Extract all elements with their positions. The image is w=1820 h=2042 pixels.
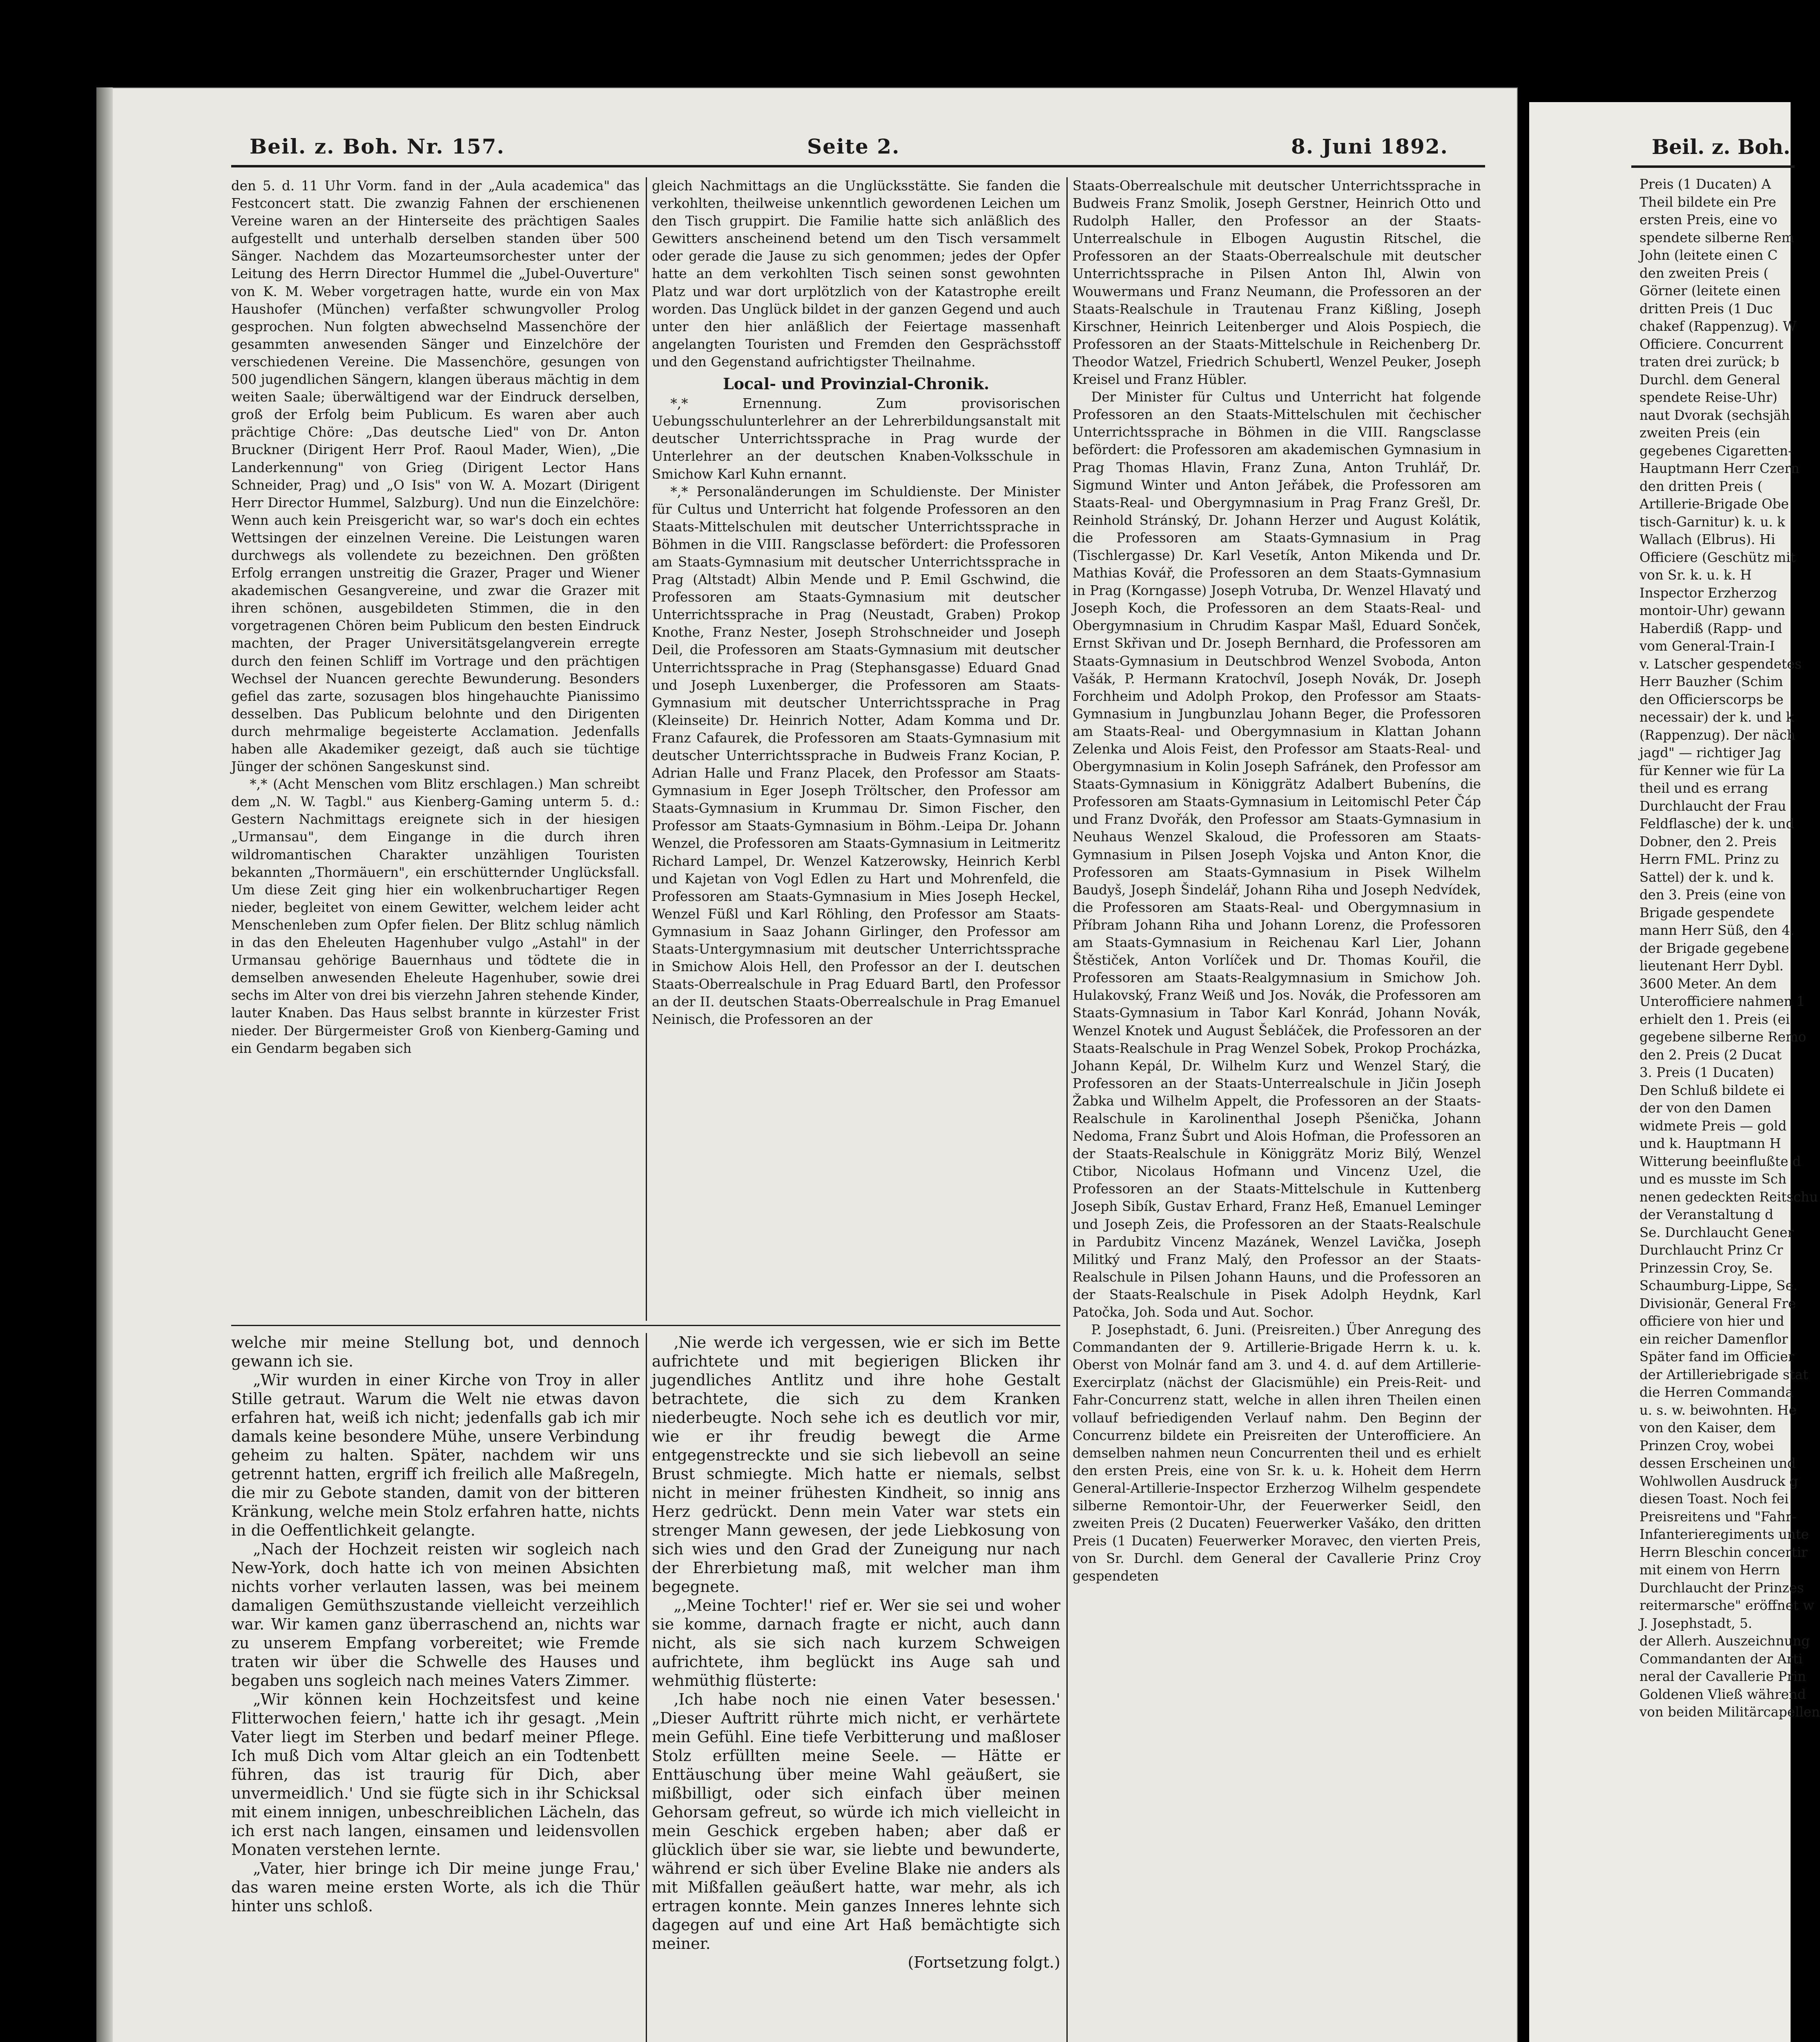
adjacent-line: Artillerie-Brigade Obe [1639, 496, 1789, 512]
adjacent-line: Divisionär, General Fre [1639, 1295, 1796, 1311]
serial-paragraph: ‚Nie werde ich vergessen, wie er sich im Bette aufrichtete und mit begierigen Blicken ihr jugendliches Antlitz und ihre hohe Gestalt betrachtete, die sich zu dem Kranken niederbeugte. Noch sehe ich es deutlich vor mir, wie er ihr freudig bewegt die Arme entgegenstreckte und sie sich liebevoll an seine Brust schmiegte. Mich hatte er niemals, selbst nicht in meiner frühesten Kindheit, so innig ans Herz gedrückt. Denn mein Vater war stets ein strenger Mann gewesen, der jede Liebkosung von sich wies und den Grad der Zuneigung nur nach der Ehrerbietung maß, mit welcher man ihm begegnete. [652, 1333, 1060, 1596]
column-1 [231, 177, 640, 1323]
adjacent-line: Officiere. Concurrent [1639, 336, 1784, 352]
adjacent-line: den Officierscorps be [1639, 691, 1784, 707]
column-divider [1066, 177, 1068, 2042]
serial-paragraph: „Vater, hier bringe ich Dir meine junge Frau,' das waren meine ersten Worte, als ich die Thür hinter uns schloß. [231, 1859, 640, 1915]
adjacent-line: Infanterieregiments unte [1639, 1527, 1809, 1542]
adjacent-line: John (leitete einen C [1639, 247, 1778, 263]
adjacent-line: Feldflasche) der k. und [1639, 816, 1795, 832]
adjacent-line: Se. Durchlaucht Gener [1639, 1224, 1794, 1240]
adjacent-line: naut Dvorak (sechsjäh [1639, 407, 1790, 423]
adjacent-line: v. Latscher gespendetes [1639, 656, 1802, 672]
adjacent-line: 3600 Meter. An dem [1639, 976, 1777, 992]
adjacent-line: officiere von hier und [1639, 1313, 1784, 1329]
serial-paragraph: ‚Ich habe noch nie einen Vater besessen.' „Dieser Auftritt rührte mich nicht, er verhärtete mein Gefühl. Eine tiefe Verbitterung und maßloser Stolz erfüllten meine Seele. — Hätte er Enttäuschung über meine Wahl geäußert, sie mißbilligt, oder sich einfach über meinen Gehorsam gefreut, so würde ich mich vielleicht in mein Geschick ergeben haben; aber daß er glücklich über sie war, sie liebte und bewunderte, während er sich über Eveline Blake nie anders als mit Mißfallen geäußert hatte, war mehr, als ich ertragen konnte. Mein ganzes Inneres lehnte sich dagegen auf und eine Art Haß bemächtigte sich meiner. [652, 1690, 1060, 1953]
adjacent-line: Herrn Bleschin concertir [1639, 1544, 1808, 1560]
adjacent-line: Durchlaucht der Prinzes [1639, 1580, 1804, 1596]
adjacent-line: lieutenant Herr Dybl. [1639, 958, 1784, 974]
adjacent-line: gegebene silberne Remo [1639, 1029, 1807, 1045]
column-3 [1073, 177, 1481, 2042]
serial-column-right [652, 1333, 1060, 2042]
adjacent-line: Görner (leitete einen [1639, 283, 1781, 299]
adjacent-line: tisch-Garnitur) k. u. k [1639, 514, 1785, 530]
adjacent-line: Durchlaucht Prinz Cr [1639, 1242, 1783, 1258]
adjacent-line: der Allerh. Auszeichnung [1639, 1633, 1810, 1649]
adjacent-line: (Rappenzug). Der näch [1639, 727, 1795, 743]
article-ernennung: *,* Ernennung. Zum provisorischen Uebungsschulunterlehrer an der Lehrerbildungsanstalt mit deutscher Unterrichtssprache in Prag wurde der Unterlehrer an der deutschen Knaben-Volksschule in Smichow Karl Kuhn ernannt. [652, 396, 1060, 482]
page-binding-shadow [96, 87, 113, 2042]
header-date: 8. Juni 1892. [1291, 134, 1448, 158]
adjacent-line: spendete Reise-Uhr) [1639, 390, 1778, 405]
adjacent-line: montoir-Uhr) gewann [1639, 603, 1785, 618]
adjacent-line: theil und es errang [1639, 780, 1769, 796]
adjacent-line: Commandanten der Arti [1639, 1651, 1803, 1667]
adjacent-line: Prinzen Croy, wobei [1639, 1438, 1774, 1453]
adjacent-line: Preis (1 Ducaten) A [1639, 176, 1771, 192]
adjacent-line: den dritten Preis ( [1639, 478, 1763, 494]
adjacent-header-rule [1631, 165, 1795, 168]
adjacent-line: vom General-Train-I [1639, 638, 1775, 654]
adjacent-line: von den Kaiser, dem [1639, 1420, 1776, 1436]
adjacent-line: ein reicher Damenflor [1639, 1331, 1788, 1347]
adjacent-line: jagd" — richtiger Jag [1639, 745, 1781, 760]
adjacent-line: diesen Toast. Noch fei [1639, 1491, 1789, 1507]
serial-paragraph: „Wir wurden in einer Kirche von Troy in aller Stille getraut. Warum die Welt nie etwas davon erfahren hat, weiß ich nicht; jedenfalls gab ich mir damals keine besondere Mühe, unsere Verbindung geheim zu halten. Später, nachdem wir uns getrennt hatten, ergriff ich freilich alle Maßregeln, die mir zu Gebote standen, damit von der bitteren Kränkung, welche mein Stolz erfahren hatte, nichts in die Oeffentlichkeit gelangte. [231, 1371, 640, 1539]
column-2 [652, 177, 1060, 1323]
article-cechisch: Der Minister für Cultus und Unterricht hat folgende Professoren an den Staats-Mittelschulen mit čechischer Unterrichtssprache in Böhmen in die VIII. Rangsclasse befördert: die Professoren am akademischen Gymnasium in Prag Thomas Hlavin, Franz Zuna, Anton Truhlář, Dr. Sigmund Winter und Anton Jeřábek, die Professoren am Staats-Real- und Obergymnasium in Prag Franz Grešl, Dr. Reinhold Stránský, Dr. Johann Herzer und August Kolátik, die Professoren am Staats-Gymnasium in Prag (Tischlergasse) Dr. Karl Vesetík, Anton Mikenda und Dr. Mathias Kovář, die Professoren an dem Staats-Gymnasium in Prag (Korngasse) Joseph Votruba, Dr. Wenzel Hlavatý und Joseph Koch, die Professoren an dem Staats-Real- und Obergymnasium in Chrudim Kaspar Mašl, Eduard Sonček, Ernst Skřivan und Dr. Joseph Bernhard, die Professoren am Staats-Gymnasium in Deutschbrod Wenzel Svoboda, Anton Vašák, P. Hermann Kratochvíl, Joseph Novák, Dr. Joseph Forchheim und Adolph Prokop, den Professor am Staats-Gymnasium in Jungbunzlau Johann Beger, die Professoren am Staats-Real- und Obergymnasium in Klattan Johann Zelenka und Alois Feist, den Professor am Staats-Real- und Obergymnasium in Kolin Joseph Safránek, den Professor am Staats-Gymnasium in Königgrätz Adalbert Bubeníns, die Professoren am Staats-Gymnasium in Leitomischl Peter Čáp und Franz Dvořák, den Professor am Staats-Gymnasium in Neuhaus Wenzel Skaloud, die Professoren am Staats-Gymnasium in Pilsen Joseph Vojska und Anton Knor, die Professoren am Staats-Gymnasium in Pisek Wilhelm Baudyš, Joseph Šindelář, Johann Riha und Joseph Nedvídek, die Professoren am Staats-Real- und Obergymnasium in Příbram Johann Riha und Johann Lorenz, die Professoren am Staats-Gymnasium in Reichenau Karl Lier, Johann Štěstiček, Anton Vorlíček und Dr. Thomas Kouřil, die Professoren am Staats-Realgymnasium in Smichow Joh. Hulakovský, Franz Weiß und Jos. Novák, die Professoren am Staats-Gymnasium in Tabor Karl Konrád, Johann Novák, Wenzel Knotek und August Šebláček, die Professoren an der Staats-Realschule in Prag Wenzel Sobek, Prokop Procházka, Johann Kepál, Dr. Wilhelm Kurz und Wenzel Starý, die Professoren an der Staats-Unterrealschule in Jičin Joseph Žabka und Wilhelm Appelt, die Professoren an der Staats-Realschule in Karolinenthal Joseph Pšenička, Johann Nedoma, Franz Šubrt und Alois Hofman, die Professoren an der Staats-Realschule in Königgrätz Moriz Bilý, Wenzel Ctibor, Nicolaus Hofmann und Vincenz Uzel, die Professoren an der Staats-Mittelschule in Kuttenberg Joseph Sibík, Gustav Erhard, Franz Heß, Emanuel Leminger und Joseph Zeis, die Professoren an der Staats-Realschule in Pardubitz Vincenz Mazánek, Wenzel Lavička, Joseph Militký und Franz Malý, den Professor an der Staats-Realschule in Pilsen Johann Hauns, und die Professoren an der Staats-Realschule in Pisek Adolph Heydnk, Karl Patočka, Joh. Soda und Aut. Sochor. [1073, 389, 1481, 1320]
adjacent-line: die Herren Commanda [1639, 1384, 1793, 1400]
adjacent-line: Unterofficiere nahmen 1 [1639, 994, 1805, 1009]
serial-paragraph: „Nach der Hochzeit reisten wir sogleich nach New-York, doch hatte ich von meinen Absichten nichts vorher verlauten lassen, was bei meinem damaligen Gemüthszustande vielleicht verzeihlich war. Wir kamen ganz überraschend an, nichts war zu unserem Empfang vorbereitet; wie Fremde traten wir über die Schwelle des Hauses und begaben uns sogleich nach meines Vaters Zimmer. [231, 1540, 640, 1690]
article-personal: *,* Personaländerungen im Schuldienste. Der Minister für Cultus und Unterricht hat folgende Professoren an den Staats-Mittelschulen mit deutscher Unterrichtssprache in Böhmen in die VIII. Rangsclasse befördert: die Professoren am Staats-Gymnasium mit deutscher Unterrichtssprache in Prag (Altstadt) Albin Mende und P. Emil Gschwind, die Professoren am Staats-Gymnasium mit deutscher Unterrichtssprache in Prag (Neustadt, Graben) Prokop Knothe, Franz Nester, Joseph Strohschneider und Joseph Deil, die Professoren am Staats-Gymnasium mit deutscher Unterrichtssprache in Prag (Stephansgasse) Eduard Gnad und Joseph Luxenberger, die Professoren am Staats-Gymnasium mit deutscher Unterrichtssprache in Prag (Kleinseite) Dr. Heinrich Notter, Adam Komma und Dr. Franz Cafaurek, die Professoren am Staats-Gymnasium mit deutscher Unterrichtssprache in Budweis Franz Kocian, P. Adrian Halle und Franz Placek, den Professor am Staats-Gymnasium in Eger Joseph Tröltscher, den Professor am Staats-Gymnasium in Krummau Dr. Simon Fischer, den Professor am Staats-Gymnasium in Böhm.-Leipa Dr. Johann Wenzel, die Professoren am Staats-Gymnasium in Leitmeritz Richard Lampel, Dr. Wenzel Katzerowsky, Heinrich Kerbl und Kajetan von Vogl Edlen zu Hart und Mohrenfeld, die Professoren am Staats-Gymnasium in Mies Joseph Heckel, Wenzel Füßl und Karl Röhling, den Professor am Staats-Gymnasium in Saaz Johann Girlinger, den Professor am Staats-Untergymnasium mit deutscher Unterrichtssprache in Smichow Alois Hell, den Professor an der I. deutschen Staats-Oberrealschule in Prag Eduard Bartl, den Professor an der II. deutschen Staats-Oberrealschule in Prag Emanuel Neinisch, die Professoren an der [652, 484, 1060, 1028]
adjacent-line: der Brigade gegebene [1639, 940, 1789, 956]
adjacent-line: Wohlwollen Ausdruck g [1639, 1473, 1798, 1489]
adjacent-line: Später fand im Officier [1639, 1349, 1795, 1364]
adjacent-line: mann Herr Süß, den 4. [1639, 923, 1795, 938]
header-issue: Beil. z. Boh. Nr. 157. [250, 134, 505, 158]
adjacent-line: J. Josephstadt, 5. [1639, 1615, 1753, 1631]
adjacent-line: nenen gedeckten Reitschu [1639, 1189, 1818, 1205]
adjacent-line: Theil bildete ein Pre [1639, 194, 1776, 210]
adjacent-line: Preisreitens und "Fahr- [1639, 1509, 1797, 1525]
adjacent-line: Inspector Erzherzog [1639, 585, 1777, 601]
article-festconcert: den 5. d. 11 Uhr Vorm. fand in der „Aula academica" das Festconcert statt. Die zwanzig Fahnen der erschienenen Vereine waren an der Hinterseite des prächtigen Saales aufgestellt und unterhalb derselben standen über 500 Sänger. Nachdem das Mozarteumsorchester unter der Leitung des Herrn Director Hummel die „Jubel-Ouverture" von K. M. Weber vorgetragen hatte, wurde ein von Max Haushofer (München) verfaßter schwungvoller Prolog gesprochen. Nun folgten abwechselnd Massenchöre der gesammten anwesenden Sänger und Einzelchöre der verschiedenen Vereine. Die Massenchöre, gesungen von 500 jugendlichen Sängern, klangen überaus mächtig in dem weiten Saale; überwältigend war der Eindruck derselben, groß der Erfolg beim Publicum. Es waren aber auch prächtige Chöre: „Das deutsche Lied" von Dr. Anton Bruckner (Dirigent Herr Prof. Raoul Mader, Wien), „Die Landerkennung" von Grieg (Dirigent Lector Hans Schneider, Prag) und „O Isis" von W. A. Mozart (Dirigent Herr Director Hummel, Salzburg). Und nun die Einzelchöre: Wenn auch kein Preisgericht war, so war's doch ein echtes Wettsingen der einzelnen Vereine. Die Leistungen waren durchwegs als vollendete zu bezeichnen. Den größten Erfolg errangen unstreitig die Grazer, Prager und Wiener akademischen Gesangvereine, und zwar die Grazer mit ihren schönen, ausgebildeten Stimmen, die in den vorgetragenen Chören beim Publicum den besten Eindruck machten, der Prager Universitätsgelangverein erregte durch den feinen Schliff im Vortrage und den prächtigen Wechsel der Nuancen gerechte Bewunderung. Besonders gefiel das zarte, sozusagen blos hingehauchte Pianissimo desselben. Das Publicum belohnte und den Dirigenten durch mehrmalige begeisterte Acclamation. Jedenfalls haben alle Akademiker gezeigt, daß auch sie tüchtige Jünger der schönen Sangeskunst sind. [231, 178, 640, 775]
adjacent-line: Den Schluß bildete ei [1639, 1082, 1785, 1098]
adjacent-line: Wallach (Elbrus). Hi [1639, 532, 1775, 547]
adjacent-page [1529, 102, 1820, 2042]
adjacent-text [1639, 176, 1820, 1721]
adjacent-line: 3. Preis (1 Ducaten) [1639, 1065, 1774, 1080]
column-divider [646, 177, 647, 1321]
adjacent-line: reitermarsche" eröffnet w [1639, 1598, 1814, 1613]
adjacent-line: und k. Hauptmann H [1639, 1136, 1781, 1151]
adjacent-line: Sattel) der k. und k. [1639, 869, 1774, 885]
adjacent-line: traten drei zurück; b [1639, 354, 1780, 370]
section-heading-local: Local- und Provinzial-Chronik. [723, 375, 990, 393]
adjacent-line: der von den Damen [1639, 1100, 1771, 1116]
adjacent-line: Durchl. dem General [1639, 372, 1780, 388]
adjacent-line: Officiere (Geschütz mit [1639, 549, 1796, 565]
continued-note: (Fortsetzung folgt.) [908, 1953, 1060, 1971]
adjacent-line: Herrn FML. Prinz zu [1639, 852, 1780, 867]
adjacent-line: Herr Bauzher (Schim [1639, 674, 1783, 689]
adjacent-line: widmete Preis — gold [1639, 1118, 1787, 1134]
adjacent-line: Dobner, den 2. Preis [1639, 834, 1777, 849]
adjacent-line: erhielt den 1. Preis (ei [1639, 1011, 1790, 1027]
adjacent-line: ersten Preis, eine vo [1639, 212, 1778, 227]
adjacent-line: der Artilleriebrigade stat [1639, 1367, 1809, 1382]
adjacent-header: Beil. z. Boh. [1652, 135, 1791, 159]
adjacent-line: Hauptmann Herr Czern [1639, 461, 1800, 476]
adjacent-line: den 3. Preis (eine von [1639, 887, 1786, 903]
column-divider [646, 1333, 647, 2042]
adjacent-line: chakef (Rappenzug). W [1639, 319, 1797, 334]
header-page-number: Seite 2. [807, 134, 900, 158]
feuilleton-rule [231, 1325, 1060, 1326]
adjacent-line: Durchlaucht der Frau [1639, 798, 1787, 814]
article-preisreiten: P. Josephstadt, 6. Juni. (Preisreiten.) Über Anregung des Commandanten der 9. Artillerie-Brigade Herrn k. u. k. Oberst von Molnár fand am 3. und 4. d. auf dem Artillerie-Exercirplatz (nächst der Glacismühle) ein Preis-Reit- und Fahr-Concurrenz statt, welche in allen ihren Theilen einen vollauf befriedigenden Verlauf nahm. Den Beginn der Concurrenz bildete ein Preisreiten der Unterofficiere. An demselben nahmen neun Concurrenten theil und es erhielt den ersten Preis, eine von Sr. k. u. k. Hoheit dem Herrn General-Artillerie-Inspector Erzherzog Wilhelm gespendete silberne Remontoir-Uhr, der Feuerwerker Seidl, den zweiten Preis (2 Ducaten) Feuerwerker Vašáko, den dritten Preis (1 Ducaten) Feuerwerker Moravec, den vierten Preis, von Sr. Durchl. dem General der Cavallerie Prinz Croy gespendeten [1073, 1322, 1481, 1584]
serial-paragraph: „‚Meine Tochter!' rief er. Wer sie sei und woher sie komme, darnach fragte er nicht, auch dann nicht, als sie sich nach kurzem Schweigen aufrichtete, ihm beglückt ins Auge sah und wehmüthig flüsterte: [652, 1596, 1060, 1690]
adjacent-line: zweiten Preis (ein [1639, 425, 1760, 441]
adjacent-line: den 2. Preis (2 Ducat [1639, 1047, 1782, 1063]
serial-paragraph: welche mir meine Stellung bot, und dennoch gewann ich sie. [231, 1333, 640, 1370]
adjacent-line: Brigade gespendete [1639, 905, 1775, 921]
serial-paragraph: „Wir können kein Hochzeitsfest und keine Flitterwochen feiern,' hatte ich ihr gesagt. ‚Mein Vater liegt im Sterben und bedarf meiner Pflege. Ich muß Dich vom Altar gleich an ein Todtenbett führen, das ist traurig für Dich, aber unvermeidlich.' Und sie fügte sich in ihr Schicksal mit einem innigen, unbeschreiblichen Lächeln, das ich erst nach langen, einsamen und leidensvollen Monaten verstehen lernte. [231, 1690, 640, 1859]
adjacent-line: Witterung beeinflußte d [1639, 1153, 1801, 1169]
serial-column-left [231, 1333, 640, 2042]
article-lightning-cont: gleich Nachmittags an die Unglücksstätte. Sie fanden die verkohlten, theilweise unkenntlich gewordenen Leichen um den Tisch gruppirt. Die Familie hatte sich anläßlich des Gewitters anscheinend betend um den Tisch versammelt oder gerade die Jause zu sich genommen; jedes der Opfer hatte an dem verkohlten Tisch seinen sonst gewohnten Platz und war dort urplötzlich von der Katastrophe ereilt worden. Das Unglück bildet in der ganzen Gegend und auch unter den hier anläßlich der Feiertage massenhaft angelangten Touristen und Fremden den Gesprächsstoff und den Gegenstand aufrichtigster Theilnahme. [652, 178, 1060, 370]
adjacent-line: neral der Cavallerie Prin [1639, 1669, 1806, 1684]
adjacent-line: von beiden Militärcapellen [1639, 1704, 1820, 1720]
article-lightning: *,* (Acht Menschen vom Blitz erschlagen.) Man schreibt dem „N. W. Tagbl." aus Kienberg-Gaming unterm 5. d.: Gestern Nachmittags ereignete sich in der hiesigen „Urmansau", dem Eingange in die durch ihren wildromantischen Charakter unzähligen Touristen bekannten „Thormäuern", ein erschütternder Unglücksfall. Um diese Zeit ging hier ein wolkenbruchartiger Regen nieder, begleitet von einem Gewitter, welchem leider acht Menschenleben zum Opfer fielen. Der Blitz schlug nämlich in das den Eheleuten Hagenhuber vulgo „Astahl" in der Urmansau gehörige Bauernhaus und tödtete die in demselben anwesenden Eheleute Hagenhuber, sowie drei sechs im Alter von drei bis vierzehn Jahren stehende Kinder, lauter Knaben. Das Haus selbst brannte in kürzester Frist nieder. Der Bürgermeister Groß von Kienberg-Gaming und ein Gendarm begaben sich [231, 776, 640, 1056]
adjacent-line: Haberdiß (Rapp- und [1639, 620, 1782, 636]
adjacent-line: und es musste im Sch [1639, 1171, 1787, 1187]
adjacent-line: Prinzessin Croy, Se. [1639, 1260, 1773, 1276]
adjacent-line: für Kenner wie für La [1639, 762, 1785, 778]
adjacent-line: dritten Preis (1 Duc [1639, 301, 1773, 317]
adjacent-line: spendete silberne Rem [1639, 230, 1794, 245]
header-rule [231, 165, 1485, 167]
adjacent-line: Schaumburg-Lippe, Se. [1639, 1278, 1798, 1293]
adjacent-line: den zweiten Preis ( [1639, 265, 1769, 281]
adjacent-line: von Sr. k. u. k. H [1639, 567, 1752, 583]
adjacent-line: mit einem von Herrn [1639, 1562, 1780, 1578]
adjacent-line: necessair) der k. und k [1639, 709, 1794, 725]
newspaper-page [96, 87, 1518, 2042]
adjacent-line: gegebenes Cigaretten- [1639, 443, 1793, 459]
adjacent-line: dessen Erscheinen und [1639, 1456, 1796, 1471]
article-personal-cont: Staats-Oberrealschule mit deutscher Unterrichtssprache in Budweis Franz Smolik, Joseph Gerstner, Heinrich Otto und Rudolph Haller, den Professor an der Staats-Unterrealschule in Elbogen Augustin Ritschel, die Professoren an der Staats-Oberrealschule mit deutscher Unterrichtssprache in Pilsen Anton Ihl, Alwin von Wouwermans und Franz Neumann, die Professoren an der Staats-Realschule in Trautenau Franz Kißling, Joseph Kirschner, Heinrich Leitenberger und Alois Pospiech, die Professoren an der Staats-Mittelschule in Reichenberg Dr. Theodor Watzel, Friedrich Schubertl, Wenzel Peuker, Joseph Kreisel und Franz Hübler. [1073, 178, 1481, 388]
adjacent-line: u. s. w. beiwohnten. He [1639, 1402, 1797, 1418]
adjacent-line: der Veranstaltung d [1639, 1207, 1773, 1222]
adjacent-line: Goldenen Vließ während [1639, 1686, 1806, 1702]
